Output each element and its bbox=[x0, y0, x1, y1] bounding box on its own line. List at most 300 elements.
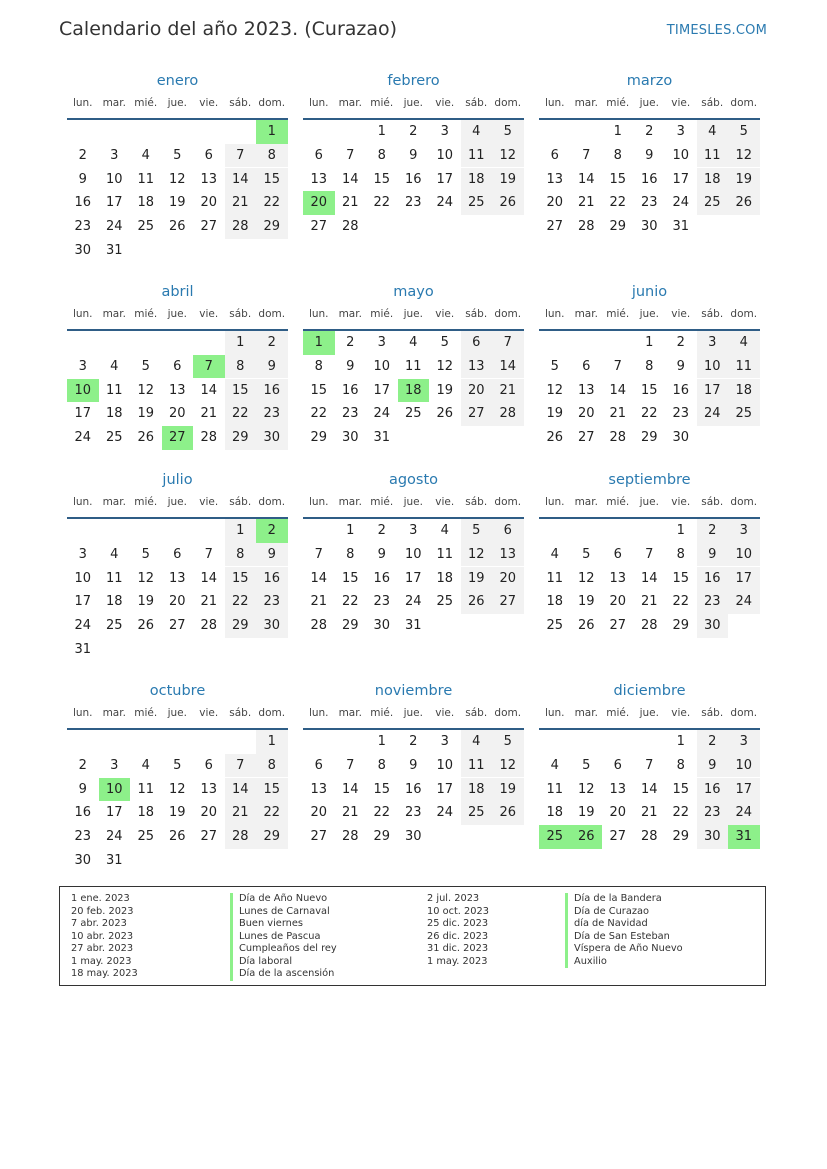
day-cell: 10 bbox=[728, 543, 760, 567]
day-cell: 26 bbox=[461, 590, 493, 614]
brand-link[interactable]: TIMESLES.COM bbox=[666, 23, 767, 38]
day-cell: 27 bbox=[310, 829, 328, 845]
day-cell: 26 bbox=[137, 430, 155, 446]
day-cell: 15 bbox=[373, 781, 391, 797]
day-cell: 15 bbox=[672, 570, 690, 586]
weekday-label: sáb. bbox=[229, 308, 252, 320]
weekday-label: mar. bbox=[574, 707, 598, 719]
day-cell: 7 bbox=[613, 358, 622, 374]
day-cell: 21 bbox=[200, 594, 218, 610]
weekday-label: jue. bbox=[639, 308, 659, 320]
day-cell: 23 bbox=[256, 590, 288, 614]
day-cell: 2 bbox=[676, 335, 685, 350]
month-name: febrero bbox=[387, 73, 440, 89]
day-cell: 12 bbox=[461, 543, 493, 567]
day-cell: 10 bbox=[697, 355, 729, 379]
weekday-label: vie. bbox=[199, 97, 219, 109]
holiday-day-cell: 10 bbox=[99, 778, 131, 802]
legend-date: 10 abr. 2023 bbox=[71, 930, 134, 942]
day-cell: 24 bbox=[672, 195, 690, 211]
day-cell: 23 bbox=[256, 402, 288, 426]
day-cell: 6 bbox=[204, 147, 213, 163]
holiday-day-cell: 1 bbox=[303, 331, 335, 355]
day-cell: 10 bbox=[672, 147, 690, 163]
day-cell: 18 bbox=[461, 778, 493, 802]
day-cell: 16 bbox=[404, 781, 422, 797]
day-cell: 3 bbox=[728, 730, 760, 754]
legend-holiday-name: Lunes de Pascua bbox=[230, 931, 320, 944]
day-cell: 17 bbox=[436, 781, 454, 797]
day-cell: 17 bbox=[404, 570, 422, 586]
day-cell: 18 bbox=[105, 594, 123, 610]
day-cell: 29 bbox=[256, 825, 288, 849]
day-cell: 2 bbox=[256, 331, 288, 355]
day-cell: 26 bbox=[137, 618, 155, 634]
day-cell: 4 bbox=[461, 120, 493, 144]
day-cell: 11 bbox=[137, 171, 155, 187]
day-cell: 6 bbox=[204, 757, 213, 773]
weekday-header bbox=[303, 308, 524, 324]
day-cell: 5 bbox=[582, 757, 591, 773]
legend-date: 10 oct. 2023 bbox=[427, 905, 489, 917]
day-cell: 14 bbox=[310, 570, 328, 586]
weekday-label: mié. bbox=[606, 496, 630, 508]
day-cell: 2 bbox=[346, 335, 355, 350]
day-cell: 9 bbox=[346, 358, 355, 374]
month-name: octubre bbox=[149, 683, 206, 699]
day-cell: 25 bbox=[728, 402, 760, 426]
weekday-label: vie. bbox=[671, 97, 691, 109]
day-cell: 11 bbox=[404, 358, 422, 374]
day-cell: 10 bbox=[728, 754, 760, 778]
day-cell: 15 bbox=[640, 382, 658, 398]
day-cell: 31 bbox=[404, 618, 422, 634]
weekday-label: jue. bbox=[167, 97, 187, 109]
day-cell: 19 bbox=[168, 805, 186, 821]
weekday-label: sáb. bbox=[465, 707, 488, 719]
day-cell: 12 bbox=[728, 144, 760, 168]
day-cell: 27 bbox=[577, 430, 595, 446]
day-cell: 11 bbox=[461, 144, 493, 168]
day-cell: 2 bbox=[697, 730, 729, 754]
day-cell: 17 bbox=[74, 406, 92, 422]
weekday-label: jue. bbox=[167, 496, 187, 508]
day-cell: 2 bbox=[78, 757, 87, 773]
day-cell: 30 bbox=[341, 430, 359, 446]
day-cell: 1 bbox=[613, 124, 622, 139]
weekday-label: mar. bbox=[574, 496, 598, 508]
legend-date: 1 may. 2023 bbox=[71, 955, 132, 967]
day-cell: 9 bbox=[78, 171, 87, 187]
day-cell: 28 bbox=[200, 430, 218, 446]
day-cell: 7 bbox=[204, 546, 213, 562]
day-cell: 21 bbox=[225, 191, 257, 215]
month-name: septiembre bbox=[608, 472, 691, 488]
weekday-label: dom. bbox=[494, 496, 522, 508]
day-cell: 9 bbox=[409, 757, 418, 773]
day-cell: 13 bbox=[461, 355, 493, 379]
day-cell: 19 bbox=[728, 168, 760, 192]
day-cell: 16 bbox=[373, 570, 391, 586]
day-cell: 31 bbox=[672, 219, 690, 235]
day-cell: 8 bbox=[613, 147, 622, 163]
day-cell: 16 bbox=[74, 805, 92, 821]
day-cell: 3 bbox=[697, 331, 729, 355]
day-cell: 25 bbox=[105, 618, 123, 634]
day-cell: 17 bbox=[74, 594, 92, 610]
day-cell: 26 bbox=[546, 430, 564, 446]
day-cell: 18 bbox=[137, 805, 155, 821]
day-cell: 7 bbox=[225, 754, 257, 778]
day-cell: 20 bbox=[577, 406, 595, 422]
weekday-header bbox=[67, 707, 288, 723]
day-cell: 27 bbox=[461, 402, 493, 426]
day-cell: 2 bbox=[697, 519, 729, 543]
day-cell: 18 bbox=[546, 805, 564, 821]
day-cell: 21 bbox=[225, 801, 257, 825]
day-cell: 11 bbox=[105, 570, 123, 586]
day-cell: 24 bbox=[436, 195, 454, 211]
weekday-label: vie. bbox=[671, 707, 691, 719]
weekday-label: lun. bbox=[308, 707, 329, 719]
day-cell: 6 bbox=[613, 546, 622, 562]
weekday-label: sáb. bbox=[229, 707, 252, 719]
day-cell: 15 bbox=[225, 379, 257, 403]
day-cell: 3 bbox=[78, 358, 87, 374]
legend-holiday-name: Día de la Bandera bbox=[565, 893, 662, 906]
day-cell: 23 bbox=[404, 195, 422, 211]
holiday-legend bbox=[59, 886, 766, 986]
legend-holiday-name: Víspera de Año Nuevo bbox=[565, 943, 683, 956]
day-cell: 3 bbox=[409, 523, 418, 538]
day-cell: 4 bbox=[461, 730, 493, 754]
weekday-label: dom. bbox=[730, 97, 758, 109]
day-cell: 8 bbox=[676, 546, 685, 562]
day-cell: 19 bbox=[492, 778, 524, 802]
day-cell: 12 bbox=[137, 570, 155, 586]
day-cell: 14 bbox=[200, 382, 218, 398]
header-divider bbox=[67, 728, 288, 730]
day-cell: 28 bbox=[341, 829, 359, 845]
day-cell: 12 bbox=[577, 570, 595, 586]
day-cell: 16 bbox=[697, 778, 729, 802]
day-cell: 24 bbox=[74, 618, 92, 634]
day-cell: 22 bbox=[640, 406, 658, 422]
day-cell: 23 bbox=[341, 406, 359, 422]
day-cell: 3 bbox=[728, 519, 760, 543]
legend-date: 7 abr. 2023 bbox=[71, 918, 127, 929]
day-cell: 19 bbox=[137, 594, 155, 610]
weekday-label: jue. bbox=[639, 496, 659, 508]
day-cell: 10 bbox=[105, 171, 123, 187]
weekday-label: lun. bbox=[72, 707, 93, 719]
weekday-label: mié. bbox=[606, 707, 630, 719]
day-cell: 22 bbox=[672, 805, 690, 821]
day-cell: 29 bbox=[225, 614, 257, 638]
weekday-label: lun. bbox=[544, 496, 565, 508]
day-cell: 19 bbox=[461, 567, 493, 591]
day-cell: 30 bbox=[672, 430, 690, 446]
day-cell: 3 bbox=[440, 734, 449, 749]
day-cell: 9 bbox=[697, 754, 729, 778]
day-cell: 3 bbox=[110, 147, 119, 163]
day-cell: 8 bbox=[225, 543, 257, 567]
day-cell: 24 bbox=[697, 402, 729, 426]
day-cell: 23 bbox=[74, 219, 92, 235]
day-cell: 8 bbox=[256, 144, 288, 168]
weekday-label: jue. bbox=[403, 308, 423, 320]
day-cell: 23 bbox=[74, 829, 92, 845]
day-cell: 12 bbox=[137, 382, 155, 398]
day-cell: 30 bbox=[697, 825, 729, 849]
weekday-label: mié. bbox=[370, 496, 394, 508]
legend-date: 27 abr. 2023 bbox=[71, 943, 134, 954]
day-cell: 17 bbox=[672, 171, 690, 187]
day-cell: 11 bbox=[436, 546, 454, 562]
day-cell: 5 bbox=[492, 120, 524, 144]
holiday-day-cell: 10 bbox=[67, 379, 99, 403]
day-cell: 9 bbox=[676, 358, 685, 374]
day-cell: 29 bbox=[373, 829, 391, 845]
weekday-label: vie. bbox=[199, 308, 219, 320]
day-cell: 28 bbox=[609, 430, 627, 446]
day-cell: 17 bbox=[105, 805, 123, 821]
day-cell: 11 bbox=[546, 781, 564, 797]
day-cell: 26 bbox=[492, 801, 524, 825]
weekday-header bbox=[303, 707, 524, 723]
day-cell: 28 bbox=[310, 618, 328, 634]
day-cell: 12 bbox=[168, 781, 186, 797]
day-cell: 14 bbox=[640, 781, 658, 797]
day-cell: 31 bbox=[373, 430, 391, 446]
month-name: diciembre bbox=[613, 683, 686, 699]
weekday-label: jue. bbox=[167, 308, 187, 320]
day-cell: 13 bbox=[609, 781, 627, 797]
day-cell: 25 bbox=[461, 801, 493, 825]
holiday-day-cell: 2 bbox=[256, 519, 288, 543]
day-cell: 27 bbox=[492, 590, 524, 614]
day-cell: 22 bbox=[225, 590, 257, 614]
day-cell: 18 bbox=[137, 195, 155, 211]
month-name: noviembre bbox=[374, 683, 453, 699]
day-cell: 24 bbox=[74, 430, 92, 446]
day-cell: 3 bbox=[676, 124, 685, 139]
legend-date: 20 feb. 2023 bbox=[71, 905, 134, 917]
weekday-label: vie. bbox=[199, 707, 219, 719]
day-cell: 24 bbox=[404, 594, 422, 610]
day-cell: 17 bbox=[728, 778, 760, 802]
day-cell: 11 bbox=[461, 754, 493, 778]
day-cell: 11 bbox=[546, 570, 564, 586]
day-cell: 20 bbox=[461, 379, 493, 403]
weekday-label: vie. bbox=[435, 97, 455, 109]
weekday-header bbox=[303, 496, 524, 512]
day-cell: 29 bbox=[256, 215, 288, 239]
day-cell: 28 bbox=[640, 829, 658, 845]
day-cell: 26 bbox=[168, 829, 186, 845]
day-cell: 19 bbox=[436, 382, 454, 398]
day-cell: 28 bbox=[577, 219, 595, 235]
day-cell: 12 bbox=[168, 171, 186, 187]
day-cell: 1 bbox=[377, 124, 386, 139]
day-cell: 21 bbox=[341, 805, 359, 821]
day-cell: 25 bbox=[697, 191, 729, 215]
day-cell: 1 bbox=[676, 734, 685, 749]
weekday-label: dom. bbox=[730, 308, 758, 320]
day-cell: 14 bbox=[492, 355, 524, 379]
day-cell: 3 bbox=[440, 124, 449, 139]
legend-date: 1 may. 2023 bbox=[427, 955, 488, 967]
day-cell: 22 bbox=[225, 402, 257, 426]
day-cell: 20 bbox=[492, 567, 524, 591]
day-cell: 27 bbox=[200, 829, 218, 845]
weekday-label: lun. bbox=[308, 308, 329, 320]
day-cell: 16 bbox=[672, 382, 690, 398]
day-cell: 1 bbox=[676, 523, 685, 538]
day-cell: 7 bbox=[645, 546, 654, 562]
day-cell: 17 bbox=[373, 382, 391, 398]
day-cell: 24 bbox=[728, 801, 760, 825]
weekday-label: dom. bbox=[494, 308, 522, 320]
day-cell: 15 bbox=[341, 570, 359, 586]
weekday-label: sáb. bbox=[701, 707, 724, 719]
day-cell: 14 bbox=[640, 570, 658, 586]
day-cell: 4 bbox=[110, 358, 119, 374]
day-cell: 27 bbox=[609, 618, 627, 634]
legend-holiday-name: Día laboral bbox=[230, 956, 292, 969]
day-cell: 24 bbox=[728, 590, 760, 614]
day-cell: 19 bbox=[492, 168, 524, 192]
weekday-label: mié. bbox=[134, 496, 158, 508]
day-cell: 13 bbox=[168, 570, 186, 586]
day-cell: 24 bbox=[436, 805, 454, 821]
weekday-label: vie. bbox=[435, 308, 455, 320]
day-cell: 5 bbox=[440, 335, 449, 350]
day-cell: 30 bbox=[74, 243, 92, 258]
day-cell: 8 bbox=[377, 757, 386, 773]
day-cell: 1 bbox=[256, 730, 288, 754]
weekday-label: jue. bbox=[403, 707, 423, 719]
legend-holiday-name: Día de Año Nuevo bbox=[230, 893, 327, 906]
day-cell: 5 bbox=[173, 757, 182, 773]
weekday-label: mar. bbox=[338, 496, 362, 508]
day-cell: 27 bbox=[546, 219, 564, 235]
day-cell: 24 bbox=[373, 406, 391, 422]
day-cell: 2 bbox=[409, 734, 418, 749]
day-cell: 29 bbox=[672, 618, 690, 634]
weekday-label: dom. bbox=[258, 496, 286, 508]
month-name: julio bbox=[162, 472, 193, 488]
day-cell: 6 bbox=[314, 757, 323, 773]
weekday-label: mié. bbox=[370, 308, 394, 320]
day-cell: 7 bbox=[582, 147, 591, 163]
weekday-label: mié. bbox=[606, 308, 630, 320]
weekday-header bbox=[539, 496, 760, 512]
day-cell: 20 bbox=[609, 594, 627, 610]
legend-holiday-name: Auxilio bbox=[565, 956, 607, 969]
day-cell: 24 bbox=[105, 219, 123, 235]
weekday-label: mar. bbox=[102, 496, 126, 508]
day-cell: 20 bbox=[168, 406, 186, 422]
day-cell: 4 bbox=[728, 331, 760, 355]
day-cell: 31 bbox=[105, 853, 123, 868]
day-cell: 23 bbox=[697, 590, 729, 614]
day-cell: 21 bbox=[341, 195, 359, 211]
holiday-day-cell: 1 bbox=[256, 120, 288, 144]
day-cell: 5 bbox=[141, 546, 150, 562]
weekday-label: jue. bbox=[403, 496, 423, 508]
holiday-day-cell: 27 bbox=[162, 426, 194, 450]
day-cell: 20 bbox=[200, 195, 218, 211]
day-cell: 11 bbox=[105, 382, 123, 398]
day-cell: 17 bbox=[436, 171, 454, 187]
day-cell: 20 bbox=[546, 195, 564, 211]
day-cell: 18 bbox=[546, 594, 564, 610]
day-cell: 19 bbox=[546, 406, 564, 422]
day-cell: 9 bbox=[377, 546, 386, 562]
weekday-label: dom. bbox=[494, 97, 522, 109]
weekday-label: sáb. bbox=[701, 97, 724, 109]
day-cell: 21 bbox=[609, 406, 627, 422]
weekday-label: dom. bbox=[730, 707, 758, 719]
weekday-label: mié. bbox=[134, 308, 158, 320]
day-cell: 27 bbox=[168, 618, 186, 634]
legend-holiday-name: Día de Curazao bbox=[565, 906, 649, 919]
weekday-label: mar. bbox=[102, 308, 126, 320]
day-cell: 21 bbox=[577, 195, 595, 211]
day-cell: 9 bbox=[78, 781, 87, 797]
day-cell: 16 bbox=[256, 379, 288, 403]
legend-holiday-name: Día de San Esteban bbox=[565, 931, 670, 944]
day-cell: 18 bbox=[105, 406, 123, 422]
day-cell: 17 bbox=[697, 379, 729, 403]
day-cell: 22 bbox=[310, 406, 328, 422]
weekday-label: mar. bbox=[102, 707, 126, 719]
weekday-label: sáb. bbox=[465, 97, 488, 109]
day-cell: 15 bbox=[609, 171, 627, 187]
day-cell: 23 bbox=[640, 195, 658, 211]
weekday-label: mié. bbox=[606, 97, 630, 109]
day-cell: 30 bbox=[373, 618, 391, 634]
day-cell: 30 bbox=[697, 614, 729, 638]
day-cell: 6 bbox=[461, 331, 493, 355]
day-cell: 5 bbox=[492, 730, 524, 754]
day-cell: 1 bbox=[346, 523, 355, 538]
weekday-label: lun. bbox=[308, 496, 329, 508]
weekday-label: sáb. bbox=[465, 496, 488, 508]
day-cell: 16 bbox=[697, 567, 729, 591]
weekday-label: mar. bbox=[574, 308, 598, 320]
weekday-header bbox=[67, 496, 288, 512]
day-cell: 13 bbox=[577, 382, 595, 398]
day-cell: 21 bbox=[492, 379, 524, 403]
day-cell: 16 bbox=[640, 171, 658, 187]
day-cell: 10 bbox=[74, 570, 92, 586]
day-cell: 25 bbox=[137, 219, 155, 235]
day-cell: 22 bbox=[256, 191, 288, 215]
weekday-label: lun. bbox=[544, 707, 565, 719]
weekday-label: mar. bbox=[102, 97, 126, 109]
day-cell: 26 bbox=[577, 618, 595, 634]
day-cell: 6 bbox=[173, 358, 182, 374]
day-cell: 2 bbox=[377, 523, 386, 538]
day-cell: 15 bbox=[225, 567, 257, 591]
weekday-label: mié. bbox=[370, 707, 394, 719]
day-cell: 28 bbox=[225, 825, 257, 849]
day-cell: 11 bbox=[697, 144, 729, 168]
day-cell: 7 bbox=[346, 757, 355, 773]
day-cell: 1 bbox=[645, 335, 654, 350]
